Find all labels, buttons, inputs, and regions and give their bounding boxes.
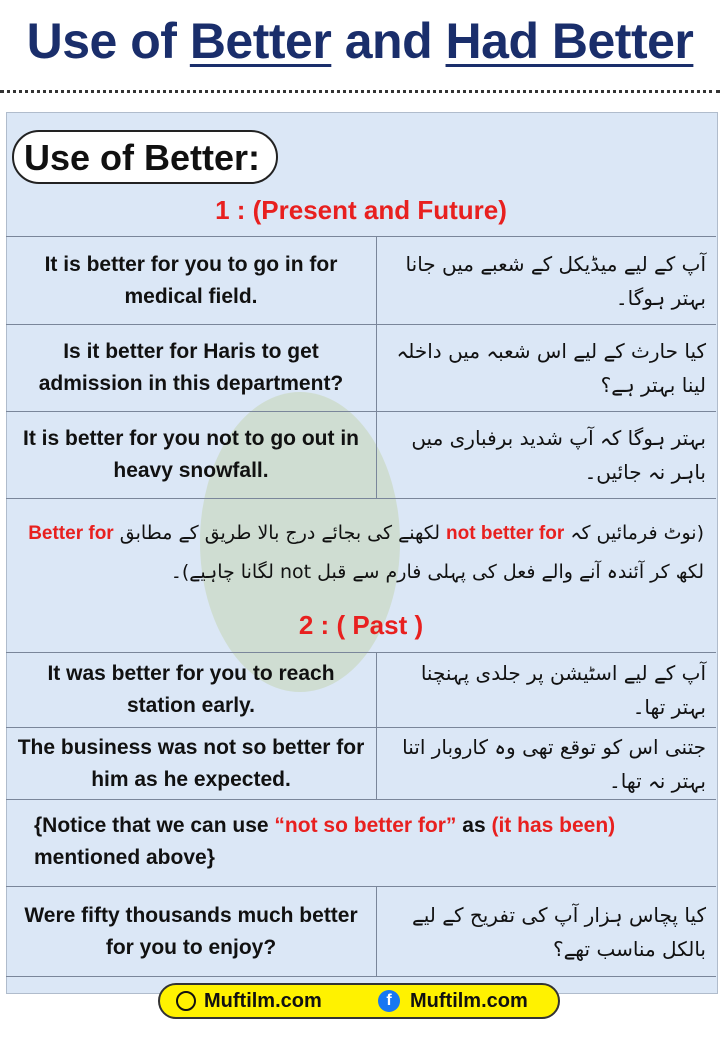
heading-past: 2 : ( Past ) bbox=[298, 610, 424, 640]
english-sentence: The business was not so better for him as he expected. bbox=[6, 728, 377, 800]
notice-text bbox=[34, 810, 704, 874]
title-part-4: Had Better bbox=[445, 13, 694, 69]
table-row bbox=[6, 237, 716, 325]
website-link[interactable]: Muftilm.com bbox=[204, 990, 322, 1012]
note-red-1: not better for bbox=[446, 523, 565, 544]
urdu-note bbox=[14, 514, 704, 591]
facebook-icon: f bbox=[378, 990, 400, 1012]
dotted-divider bbox=[0, 90, 720, 93]
urdu-sentence: جتنی اس کو توقع تھی وہ کاروبار اتنا بہتر نہ تھا۔ bbox=[377, 728, 717, 800]
english-sentence: Is it better for Haris to get admission in this department? bbox=[6, 325, 377, 412]
urdu-sentence: کیا پچاس ہزار آپ کی تفریح کے لیے بالکل مناسب تھے؟ bbox=[377, 887, 717, 977]
note-part-2: لکھنے کی بجائے درج بالا طریق کے مطابق bbox=[119, 522, 440, 544]
table-extra bbox=[6, 886, 716, 977]
note-part-3: لکھ کر آئندہ آنے والے فعل کی پہلی فارم سے قبل not لگانا چاہیے)۔ bbox=[170, 561, 704, 583]
footer-bar bbox=[158, 983, 560, 1019]
page-title bbox=[0, 0, 720, 82]
facebook-link[interactable]: Muftilm.com bbox=[410, 990, 528, 1012]
table-row bbox=[6, 412, 716, 499]
table-row bbox=[6, 728, 716, 800]
table-row bbox=[6, 653, 716, 728]
title-part-1: Use of bbox=[26, 13, 177, 69]
globe-icon bbox=[176, 991, 196, 1011]
notice-part-2: as bbox=[462, 814, 486, 837]
notice-part-1: {Notice that we can use bbox=[34, 814, 269, 837]
english-sentence: It is better for you not to go out in heavy snowfall. bbox=[6, 412, 377, 499]
title-part-2: Better bbox=[189, 13, 332, 69]
urdu-sentence: آپ کے لیے میڈیکل کے شعبے میں جانا بہتر ہوگا۔ bbox=[377, 237, 717, 325]
urdu-sentence: آپ کے لیے اسٹیشن پر جلدی پہنچنا بہتر تھا۔ bbox=[377, 653, 717, 728]
english-sentence: Were fifty thousands much better for you to enjoy? bbox=[6, 887, 377, 977]
heading-present: 1 : (Present and Future) bbox=[215, 195, 507, 225]
notice-part-3: mentioned above} bbox=[34, 846, 215, 869]
urdu-sentence: کیا حارث کے لیے اس شعبہ میں داخلہ لینا بہتر ہے؟ bbox=[377, 325, 717, 412]
table-present bbox=[6, 236, 716, 499]
title-part-3: and bbox=[344, 13, 433, 69]
section-label: Use of Better: bbox=[12, 130, 278, 184]
english-sentence: It was better for you to reach station early. bbox=[6, 653, 377, 728]
note-part-1: (نوٹ فرمائیں کہ bbox=[570, 522, 704, 544]
table-past bbox=[6, 652, 716, 800]
table-row bbox=[6, 325, 716, 412]
notice-red-1: “not so better for” bbox=[274, 814, 457, 837]
table-row bbox=[6, 887, 716, 977]
urdu-sentence: بہتر ہوگا کہ آپ شدید برفباری میں باہر نہ جائیں۔ bbox=[377, 412, 717, 499]
english-sentence: It is better for you to go in for medical field. bbox=[6, 237, 377, 325]
note-red-2: Better for bbox=[28, 523, 114, 544]
notice-red-2: (it has been) bbox=[491, 814, 616, 837]
